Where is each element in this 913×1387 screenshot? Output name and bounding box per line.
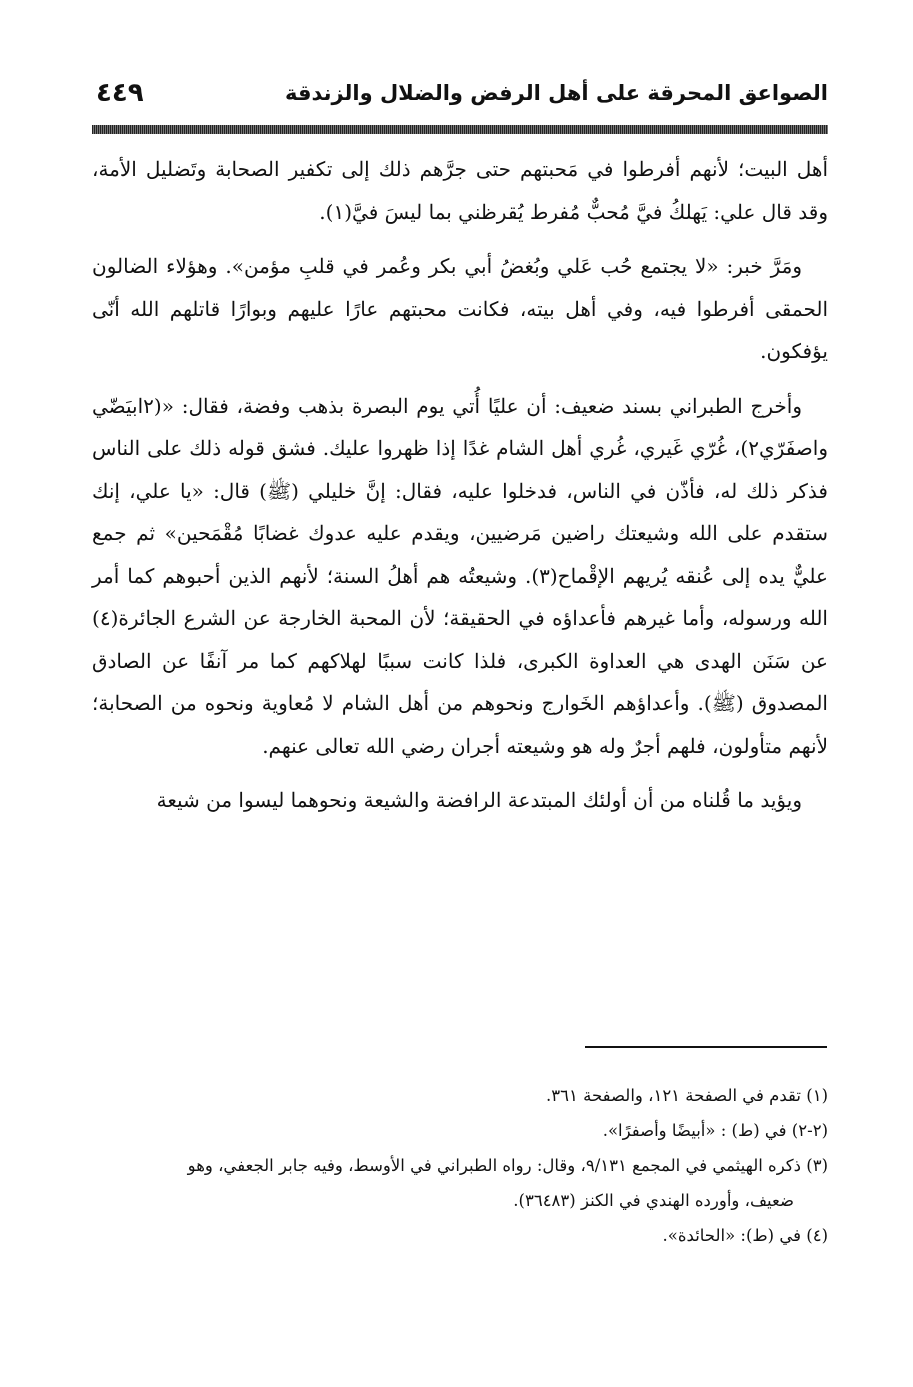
header-divider [92, 125, 828, 134]
footnote-divider [585, 1046, 827, 1048]
footnote: (٤) في (ط): «الحائدة». [662, 1226, 828, 1245]
paragraph: أهل البيت؛ لأنهم أفرطوا في مَحبتهم حتى جرَّهم ذلك إلى تكفير الصحابة وتَضليل الأمة، وقد قال علي: يَهلكُ فيَّ مُحبٌّ مُفرط يُقرظني بما ليسَ فيَّ(١). [92, 157, 828, 224]
paragraph: وأخرج الطبراني بسند ضعيف: أن عليًا أُتي يوم البصرة بذهب وفضة، فقال: «(٢ابيَضّي واصفَرّي٢)، غُرّي غَيري، غُري أهل الشام غدًا إذا ظهروا عليك. فشق قوله ذلك على الناس فذكر ذلك له، فأذّن في الناس، فدخلوا عليه، فقال: إنَّ خليلي (ﷺ) قال: «يا علي، إنك ستقدم على الله وشيعتك راضين مَرضيين، ويقدم عليه عدوك غضابًا مُقْمَحين» ثم جمع عليٌّ يده إلى عُنقه يُريهم الإقْماح(٣). وشيعتُه هم أهلُ السنة؛ لأنهم الذين أحبوهم كما أمر الله ورسوله، وأما غيرهم فأعداؤه في الحقيقة؛ لأن المحبة الخارجة عن الشرع الجائرة(٤) عن سَنَن الهدى هي العداوة الكبرى، فلذا كانت سببًا لهلاكهم كما مر آنفًا عن الصادق المصدوق (ﷺ). وأعداؤهم الخَوارج ونحوهم من أهل الشام لا مُعاوية ونحوه من الصحابة؛ لأنهم متأولون، فلهم أجرٌ وله هو وشيعته أجران رضي الله تعالى عنهم. [92, 393, 829, 758]
running-header [92, 78, 828, 118]
running-title: الصواعق المحرقة على أهل الرفض والضلال والزندقة [284, 81, 828, 105]
footnotes [92, 1078, 828, 1253]
paragraph: ومَرَّ خبر: «لا يجتمع حُب عَلي وبُغضُ أبي بكر وعُمر في قلبِ مؤمن». وهؤلاء الضالون الحمقى أفرطوا فيه، وفي أهل بيته، فكانت محبتهم عارًا عليهم وبوارًا قاتلهم الله أنّى يؤفكون. [92, 254, 828, 363]
paragraph: ويؤيد ما قُلناه من أن أولئك المبتدعة الرافضة والشيعة ونحوهما ليسوا من شيعة [156, 788, 802, 812]
page-number: ٤٤٩ [96, 78, 144, 108]
footnote: (٢-٢) في (ط) : «أبيضًا وأصفرًا». [602, 1121, 828, 1140]
main-text [92, 148, 828, 834]
footnote: (١) تقدم في الصفحة ١٢١، والصفحة ٣٦١. [546, 1086, 828, 1105]
footnote: (٣) ذكره الهيثمي في المجمع ٩/١٣١، وقال: رواه الطبراني في الأوسط، وفيه جابر الجعفي، وهو [187, 1156, 828, 1175]
footnote-continuation: ضعيف، وأورده الهندي في الكنز (٣٦٤٨٣). [513, 1191, 794, 1210]
